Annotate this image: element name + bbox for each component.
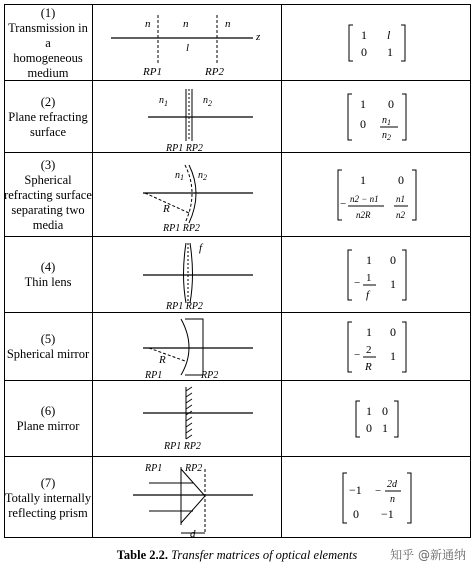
- svg-text:n: n: [389, 494, 395, 505]
- svg-text:n: n: [225, 18, 231, 30]
- element-name: (7) Totally internally reflecting prism: [4, 475, 92, 520]
- svg-text:1: 1: [389, 349, 396, 363]
- svg-text:−1: −1: [380, 507, 394, 521]
- element-name: (6) Plane mirror: [16, 404, 80, 433]
- svg-text:0: 0: [389, 253, 396, 267]
- svg-text:1: 1: [365, 272, 371, 284]
- svg-text:0: 0: [387, 97, 394, 111]
- svg-text:0: 0: [389, 325, 396, 339]
- svg-text:2: 2: [365, 344, 371, 356]
- transfer-matrix: [282, 5, 471, 81]
- svg-text:RP2: RP2: [185, 463, 203, 474]
- svg-text:d: d: [190, 528, 196, 539]
- prism-diagram: [93, 457, 281, 539]
- table-row: [4, 80, 471, 152]
- table-row: [4, 4, 471, 80]
- svg-text:RP1: RP1: [143, 66, 162, 78]
- svg-text:1: 1: [381, 421, 388, 435]
- transfer-matrix: [282, 457, 471, 539]
- svg-text:0: 0: [359, 117, 366, 131]
- svg-text:−: −: [353, 349, 360, 361]
- svg-text:1: 1: [365, 253, 372, 267]
- svg-text:RP2: RP2: [205, 66, 224, 78]
- svg-text:1: 1: [365, 325, 372, 339]
- transfer-matrix: [282, 237, 471, 313]
- svg-text:−: −: [374, 485, 381, 497]
- svg-text:1: 1: [386, 45, 393, 59]
- plane-refracting-diagram: [93, 81, 281, 153]
- svg-text:RP1 RP2: RP1 RP2: [163, 223, 200, 234]
- element-name: (4) Thin lens: [24, 260, 72, 289]
- svg-text:1: 1: [359, 97, 366, 111]
- table-row: [4, 312, 471, 380]
- transfer-matrix: [282, 153, 471, 237]
- svg-text:f: f: [365, 289, 369, 301]
- svg-text:R: R: [364, 361, 372, 373]
- svg-text:−: −: [353, 277, 360, 289]
- svg-text:−1: −1: [348, 483, 362, 497]
- svg-text:n: n: [183, 18, 189, 30]
- svg-text:l: l: [186, 42, 190, 54]
- svg-text:−: −: [339, 198, 346, 210]
- svg-text:l: l: [386, 28, 390, 42]
- spherical-refracting-diagram: [93, 153, 281, 237]
- transfer-matrix: [282, 381, 471, 457]
- svg-text:1: 1: [360, 28, 367, 42]
- transfer-matrix: [282, 81, 471, 153]
- svg-text:f: f: [199, 242, 203, 254]
- table-row: [4, 380, 471, 456]
- svg-text:0: 0: [352, 507, 359, 521]
- plane-mirror-diagram: [93, 381, 281, 457]
- svg-text:RP1: RP1: [145, 370, 163, 381]
- svg-text:n2R: n2R: [355, 210, 370, 220]
- transfer-matrix: [282, 313, 471, 381]
- svg-text:n2: n2: [395, 210, 405, 220]
- svg-text:0: 0: [397, 173, 404, 187]
- svg-text:n1: $n_1$: [175, 170, 184, 182]
- table-row: [4, 456, 471, 538]
- svg-text:n2: $n_2$: [381, 130, 391, 142]
- svg-text:R: R: [163, 203, 170, 215]
- svg-text:RP1 RP2: RP1 RP2: [166, 301, 203, 312]
- homogeneous-medium-diagram: [93, 5, 281, 81]
- svg-text:n1: $n_1$: [381, 115, 391, 127]
- thin-lens-diagram: [93, 237, 281, 313]
- element-name: (1) Transmission in a homogeneous medium: [8, 5, 88, 80]
- svg-text:n2 − n1: n2 − n1: [349, 194, 379, 204]
- svg-text:RP1 RP2: RP1 RP2: [164, 441, 201, 452]
- svg-text:1: 1: [359, 173, 366, 187]
- svg-text:0: 0: [365, 421, 372, 435]
- svg-text:RP1: RP1: [145, 463, 163, 474]
- element-name: (3) Spherical refracting surface separating two media: [4, 157, 92, 232]
- svg-text:0: 0: [360, 45, 367, 59]
- svg-text:z: z: [256, 31, 261, 43]
- watermark: 知乎 @新通纳: [390, 548, 466, 562]
- svg-text:1: 1: [389, 277, 396, 291]
- svg-text:1: 1: [365, 404, 372, 418]
- table-caption: Table 2.2. Transfer matrices of optical elements: [116, 548, 358, 562]
- svg-text:n2: $n_2$: [198, 170, 207, 182]
- svg-text:n1: n1: [395, 194, 405, 204]
- svg-text:n: n: [145, 18, 151, 30]
- svg-text:R: R: [159, 354, 166, 366]
- svg-text:n1: $n_1$: [159, 95, 168, 108]
- svg-text:0: 0: [381, 404, 388, 418]
- table-row: [4, 236, 471, 312]
- element-name: (5) Spherical mirror: [6, 332, 90, 361]
- svg-text:RP2: RP2: [201, 370, 219, 381]
- svg-text:RP1 RP2: RP1 RP2: [166, 143, 203, 153]
- element-name: (2) Plane refracting surface: [8, 94, 88, 139]
- svg-text:2d: 2d: [386, 479, 397, 490]
- table-row: [4, 152, 471, 236]
- svg-text:n2: $n_2$: [203, 95, 212, 108]
- transfer-matrix-table: [4, 4, 471, 538]
- spherical-mirror-diagram: [93, 313, 281, 381]
